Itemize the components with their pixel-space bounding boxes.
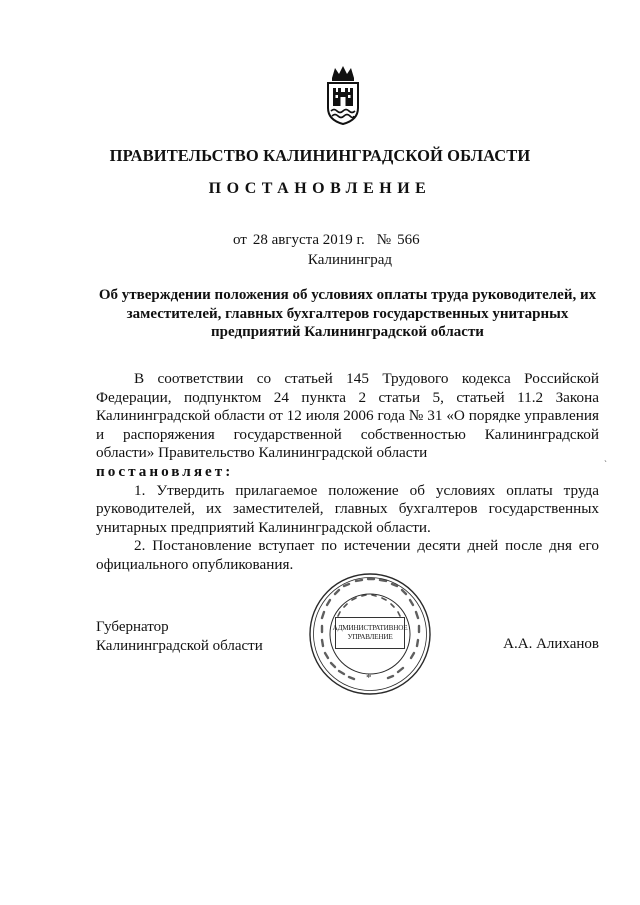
margin-mark: `	[604, 459, 607, 469]
signer-position-line-1: Губернатор	[96, 619, 169, 635]
preamble-paragraph: В соответствии со статьей 145 Трудового кодекса Российской Федерации, подпунктом 24 пункта 2 статьи 5, статьей 11.2 Закона Калининградской области от 12 июля 2006 года № 31 «О порядке управления и распоряжения государственной собственностью Калининградской области» Правительство Калининградской области	[96, 370, 599, 462]
organization-title: ПРАВИТЕЛЬСТВО КАЛИНИНГРАДСКОЙ ОБЛАСТИ	[109, 146, 531, 165]
document-subject: Об утверждении положения об условиях оплаты труда руководителей, их заместителей, главных бухгалтеров государственных унитарных предприятий Калининградской области	[98, 287, 597, 340]
seal-inner-label	[332, 617, 408, 649]
item-2-paragraph: 2. Постановление вступает по истечении десяти дней после дня его официального опубликования.	[96, 537, 599, 573]
dateline-prefix: от	[233, 232, 247, 248]
seal-inner-line-1: АДМИНИСТРАТИВНОЕ	[332, 623, 408, 632]
number-sign: №	[376, 232, 392, 248]
document-city: Калининград	[307, 252, 393, 268]
document-number: 566	[397, 232, 420, 248]
signer-position	[96, 618, 263, 655]
resolves-word: постановляет:	[96, 462, 234, 480]
document-body	[96, 370, 599, 575]
coat-of-arms-emblem	[324, 64, 362, 126]
seal-star: *	[366, 672, 372, 684]
item-1-paragraph: 1. Утвердить прилагаемое положение об условиях оплаты труда руководителей, их заместителей, главных бухгалтеров государственных унитарных предприятий Калининградской области.	[96, 481, 599, 536]
document-dateline	[233, 232, 420, 249]
document-date: 28 августа 2019 г.	[252, 232, 365, 248]
seal-inner-line-2: УПРАВЛЕНИЕ	[347, 633, 393, 641]
document-type-heading: ПОСТАНОВЛЕНИЕ	[208, 180, 432, 197]
signer-position-line-2: Калининградской области	[96, 637, 263, 654]
signer-name: А.А. Алиханов	[503, 636, 599, 652]
